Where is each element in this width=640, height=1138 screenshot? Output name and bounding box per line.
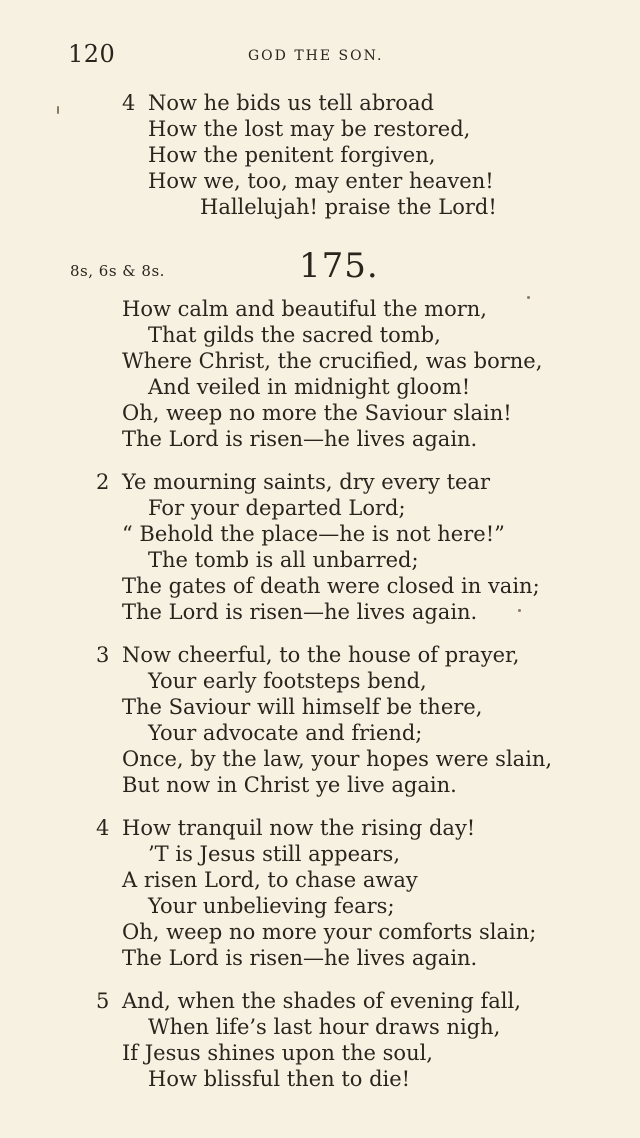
verse-line: The Lord is risen—he lives again. — [122, 427, 478, 451]
verse-line: Oh, weep no more your comforts slain; — [122, 920, 537, 944]
verse-line: The Lord is risen—he lives again. — [122, 946, 478, 970]
print-speck — [527, 296, 530, 299]
verse-line: How blissful then to die! — [148, 1067, 411, 1091]
hymn-meter: 8s, 6s & 8s. — [70, 262, 165, 280]
verse-line: Ye mourning saints, dry every tear — [122, 470, 490, 494]
verse-line: Your advocate and friend; — [148, 721, 423, 745]
verse-line: Oh, weep no more the Saviour slain! — [122, 401, 512, 425]
stanza-number: 5 — [96, 989, 110, 1013]
verse-line: How calm and beautiful the morn, — [122, 297, 487, 321]
hymn-number: 175. — [299, 246, 379, 286]
stanza-number: 4 — [122, 91, 136, 115]
verse-line: Your unbelieving fears; — [148, 894, 395, 918]
verse-line: Your early footsteps bend, — [148, 669, 427, 693]
verse-line: How the penitent forgiven, — [148, 143, 436, 167]
refrain-line: Hallelujah! praise the Lord! — [200, 195, 497, 219]
page-number: 120 — [68, 40, 116, 68]
verse-line: But now in Christ ye live again. — [122, 773, 457, 797]
verse-line: The gates of death were closed in vain; — [122, 574, 540, 598]
verse-line: A risen Lord, to chase away — [122, 868, 418, 892]
print-speck — [518, 609, 521, 612]
verse-line: And veiled in midnight gloom! — [148, 375, 471, 399]
verse-line: Now cheerful, to the house of prayer, — [122, 643, 520, 667]
stanza-number: 3 — [96, 643, 110, 667]
verse-line: The tomb is all unbarred; — [148, 548, 419, 572]
verse-line: For your departed Lord; — [148, 496, 406, 520]
stanza-number: 4 — [96, 816, 110, 840]
verse-line: Where Christ, the crucified, was borne, — [122, 349, 543, 373]
verse-line: How we, too, may enter heaven! — [148, 169, 494, 193]
verse-line: And, when the shades of evening fall, — [122, 989, 521, 1013]
verse-line: That gilds the sacred tomb, — [148, 323, 441, 347]
verse-line: The Lord is risen—he lives again. — [122, 600, 478, 624]
print-speck — [57, 106, 59, 114]
verse-line: When life’s last hour draws nigh, — [148, 1015, 501, 1039]
verse-line: “ Behold the place—he is not here!” — [122, 522, 505, 546]
verse-line: The Saviour will himself be there, — [122, 695, 483, 719]
stanza-number: 2 — [96, 470, 110, 494]
verse-line: If Jesus shines upon the soul, — [122, 1041, 433, 1065]
verse-line: Now he bids us tell abroad — [148, 91, 434, 115]
verse-line: How the lost may be restored, — [148, 117, 471, 141]
running-title: GOD THE SON. — [248, 48, 384, 64]
verse-line: ’T is Jesus still appears, — [148, 842, 401, 866]
verse-line: Once, by the law, your hopes were slain, — [122, 747, 553, 771]
verse-line: How tranquil now the rising day! — [122, 816, 476, 840]
